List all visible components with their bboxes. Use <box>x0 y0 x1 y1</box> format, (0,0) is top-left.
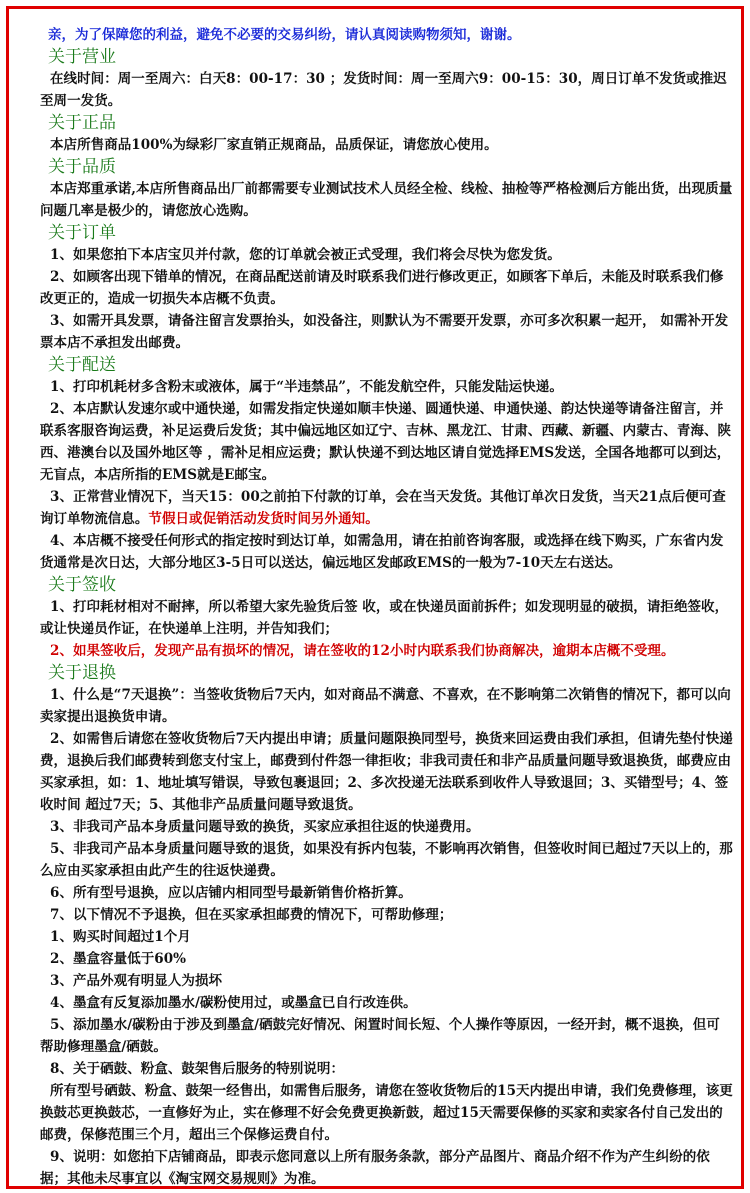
delivery-item <box>40 486 733 530</box>
heading-quality: 关于品质 <box>48 157 116 177</box>
heading-receipt: 关于签收 <box>48 575 116 595</box>
order-item: 2、如顾客出现下错单的情况，在商品配送前请及时联系我们进行修改更正，如顾客下单后，未能及时联系我们修改更正的，造成一切损失本店概不负责。 <box>40 269 724 307</box>
delivery-item: 1、打印机耗材多含粉末或液体，属于“半违禁品”，不能发航空件，只能发陆运快递。 <box>50 379 563 395</box>
returns-item: 5、添加墨水/碳粉由于涉及到墨盒/硒鼓完好情况、闲置时间长短、个人操作等原因，一经开封，概不退换，但可帮助修理墨盒/硒鼓。 <box>40 1017 720 1055</box>
order-item: 1、如果您拍下本店宝贝并付款，您的订单就会被正式受理，我们将会尽快为您发货。 <box>50 247 561 263</box>
genuine-text: 本店所售商品100%为绿彩厂家直销正规商品，品质保证，请您放心使用。 <box>50 137 498 153</box>
heading-returns: 关于退换 <box>48 663 116 683</box>
order-item: 3、如需开具发票，请备注留言发票抬头，如没备注，则默认为不需要开发票，亦可多次积累一起开， 如需补开发票本店不承担发出邮费。 <box>40 313 729 351</box>
delivery-item-3-text: 3、正常营业情况下，当天15：00之前拍下付款的订单，会在当天发货。其他订单次日发货，当天21点后便可查询订单物流信息。 <box>40 489 726 527</box>
intro-text: 亲，为了保障您的利益，避免不必要的交易纠纷，请认真阅读购物须知，谢谢。 <box>48 27 521 43</box>
heading-delivery: 关于配送 <box>48 355 116 375</box>
returns-item: 7、以下情况不予退换，但在买家承担邮费的情况下，可帮助修理； <box>50 907 453 923</box>
shopping-notice <box>40 24 733 1190</box>
returns-item: 3、产品外观有明显人为损坏 <box>50 973 223 989</box>
returns-item: 1、购买时间超过1个月 <box>50 929 191 945</box>
returns-item: 6、所有型号退换，应以店铺内相同型号最新销售价格折算。 <box>50 885 412 901</box>
delivery-item: 4、本店概不接受任何形式的指定按时到达订单，如需急用，请在拍前咨询客服，或选择在线下购买，广东省内发货通常是次日达，大部分地区3-5日可以送达，偏远地区发邮政EMS的一般为7-10天左右送达。 <box>40 533 724 571</box>
returns-item: 1、什么是“7天退换”：当签收货物后7天内，如对商品不满意、不喜欢，在不影响第二次销售的情况下，都可以向卖家提出退换货申请。 <box>40 687 731 725</box>
receipt-warning: 2、如果签收后，发现产品有损坏的情况，请在签收的12小时内联系我们协商解决，逾期本店概不受理。 <box>50 643 675 659</box>
business-text: 在线时间：周一至周六：白天8：00-17：30 ；发货时间：周一至周六9：00-15：30，周日订单不发货或推迟至周一发货。 <box>40 71 727 109</box>
returns-item: 所有型号硒鼓、粉盒、鼓架一经售出，如需售后服务，请您在签收货物后的15天内提出申请，我们免费修理，该更换鼓芯更换鼓芯，一直修好为止，实在修理不好会免费更换新鼓，超过15天需要保修的买家和卖家各付自己发出的邮费，保修范围三个月，超出三个保修运费自付。 <box>40 1083 733 1143</box>
returns-item: 2、如需售后请您在签收货物后7天内提出申请；质量问题限换同型号，换货来回运费由我们承担，但请先垫付快递费，退换后我们邮费转到您支付宝上，邮费到付件怨一律拒收；非我司责任和非产品质量问题导致退换货，邮费应由买家承担，如：1、地址填写错误，导致包裹退回；2、多次投递无法联系到收件人导致退回；3、买错型号；4、签收时间 超过7天；5、其他非产品质量问题导致退货。 <box>40 731 733 813</box>
returns-item: 9、说明：如您拍下店铺商品，即表示您同意以上所有服务条款，部分产品图片、商品介绍不作为产生纠纷的依据；其他未尽事宜以《淘宝网交易规则》为准。 <box>40 1149 710 1187</box>
returns-item: 5、非我司产品本身质量问题导致的退货，如果没有拆内包装，不影响再次销售，但签收时间已超过7天以上的，那么应由买家承担由此产生的往返快递费。 <box>40 841 733 879</box>
returns-item: 4、墨盒有反复添加墨水/碳粉使用过，或墨盒已自行改连供。 <box>50 995 417 1011</box>
delivery-item: 2、本店默认发速尔或中通快递，如需发指定快递如顺丰快递、圆通快递、申通快递、韵达快递等请备注留言，并联系客服咨询运费，补足运费后发货；其中偏远地区如辽宁、吉林、黑龙江、甘肃、西藏、新疆、内蒙古、青海、陕西、港澳台以及国外地区等 ，需补足相应运费；默认快递不到达地区请自觉选择EMS发送，全国各地都可以到达，无盲点，本店所指的EMS就是E邮宝。 <box>40 401 732 483</box>
heading-genuine: 关于正品 <box>48 113 116 133</box>
receipt-item: 1、打印耗材相对不耐摔，所以希望大家先验货后签 收，或在快递员面前拆件；如发现明显的破损，请拒绝签收，或让快递员作证，在快递单上注明，并告知我们； <box>40 599 729 637</box>
returns-item: 3、非我司产品本身质量问题导致的换货，买家应承担往返的快递费用。 <box>50 819 480 835</box>
heading-order: 关于订单 <box>48 223 116 243</box>
returns-item: 8、关于硒鼓、粉盒、鼓架售后服务的特别说明： <box>50 1061 344 1077</box>
returns-item: 2、墨盒容量低于60% <box>50 951 187 967</box>
holiday-notice: 节假日或促销活动发货时间另外通知。 <box>148 511 379 527</box>
quality-text: 本店郑重承诺,本店所售商品出厂前都需要专业测试技术人员经全检、线检、抽检等严格检测后方能出货，出现质量问题几率是极少的，请您放心选购。 <box>40 181 733 219</box>
heading-business: 关于营业 <box>48 47 116 67</box>
